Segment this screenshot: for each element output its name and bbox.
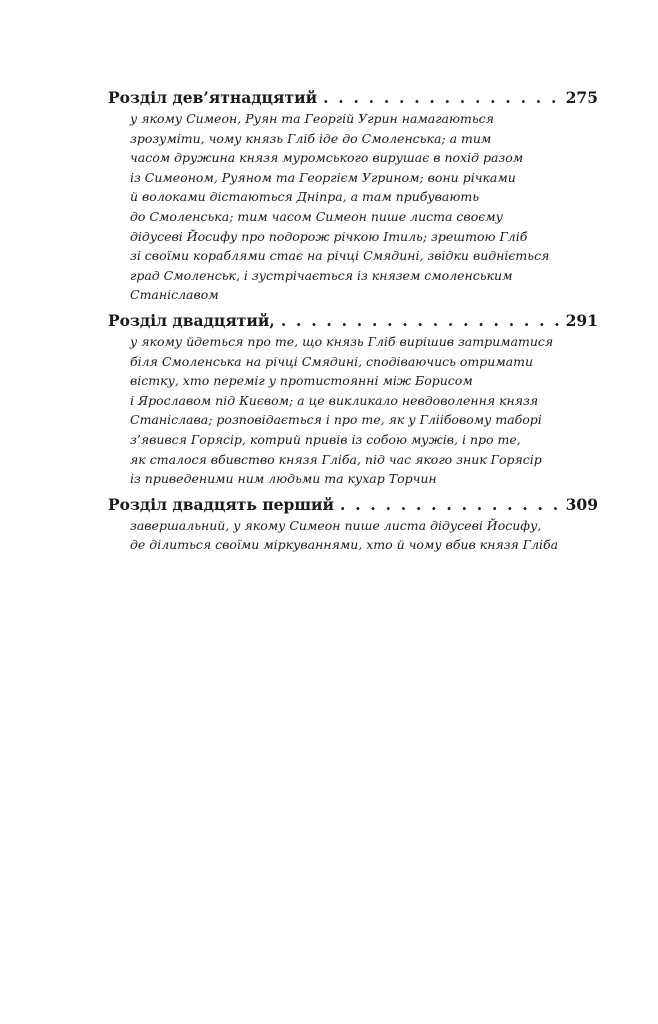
toc-entry-chapter-20 <box>108 310 598 489</box>
chapter-title: Розділ двадцять перший <box>108 494 335 514</box>
dot-leader <box>340 494 560 516</box>
chapter-title: Розділ двадцятий, <box>108 310 275 330</box>
toc-entry-heading <box>108 494 598 516</box>
page-number: 291 <box>565 310 598 330</box>
toc-entry-chapter-19 <box>108 87 598 305</box>
dot-leader <box>281 310 560 332</box>
table-of-contents <box>108 87 598 555</box>
chapter-title: Розділ дев’ятнадцятий <box>108 88 318 107</box>
dot-leader <box>323 87 560 109</box>
page-number: 309 <box>565 494 598 514</box>
chapter-summary: завершальний, у якому Симеон пише листа дідусеві Йосифу, де ділиться своїми міркуваннями, хто й чому вбив князя Гліба <box>130 517 559 553</box>
page-number: 275 <box>565 88 598 107</box>
chapter-summary: у якому Симеон, Руян та Георгій Угрин намагаються зрозуміти, чому князь Гліб іде до Смоленська; а тим часом дружина князя муромського вирушає в похід разом із Симеоном, Руяном та Георгієм Угрином; вони річками й волоками дістаються Дніпра, а там прибувають до Смоленська; тим часом Симеон пише листа своєму дідусеві Йосифу про подорож річкою Ітиль; зрештою Гліб зі своїми кораблями стає на річці Смядині, звідки видніється град Смоленськ, і зустрічається із князем смоленським Станіславом <box>130 111 550 303</box>
toc-entry-heading <box>108 87 598 109</box>
toc-entry-heading <box>108 310 598 332</box>
toc-entry-chapter-21 <box>108 494 598 555</box>
chapter-summary: у якому йдеться про те, що князь Гліб вирішив затриматися біля Смоленська на річці Смядині, сподіваючись отримати вістку, хто переміг у протистоянні між Борисом і Ярославом під Києвом; а це викликало невдоволення князя Станіслава; розповідається і про те, як у Гліібовому таборі з’явився Горясір, котрий привів із собою мужів, і про те, як сталося вбивство князя Гліба, під час якого зник Горясір із приведеними ним людьми та кухар Торчин <box>130 333 554 487</box>
